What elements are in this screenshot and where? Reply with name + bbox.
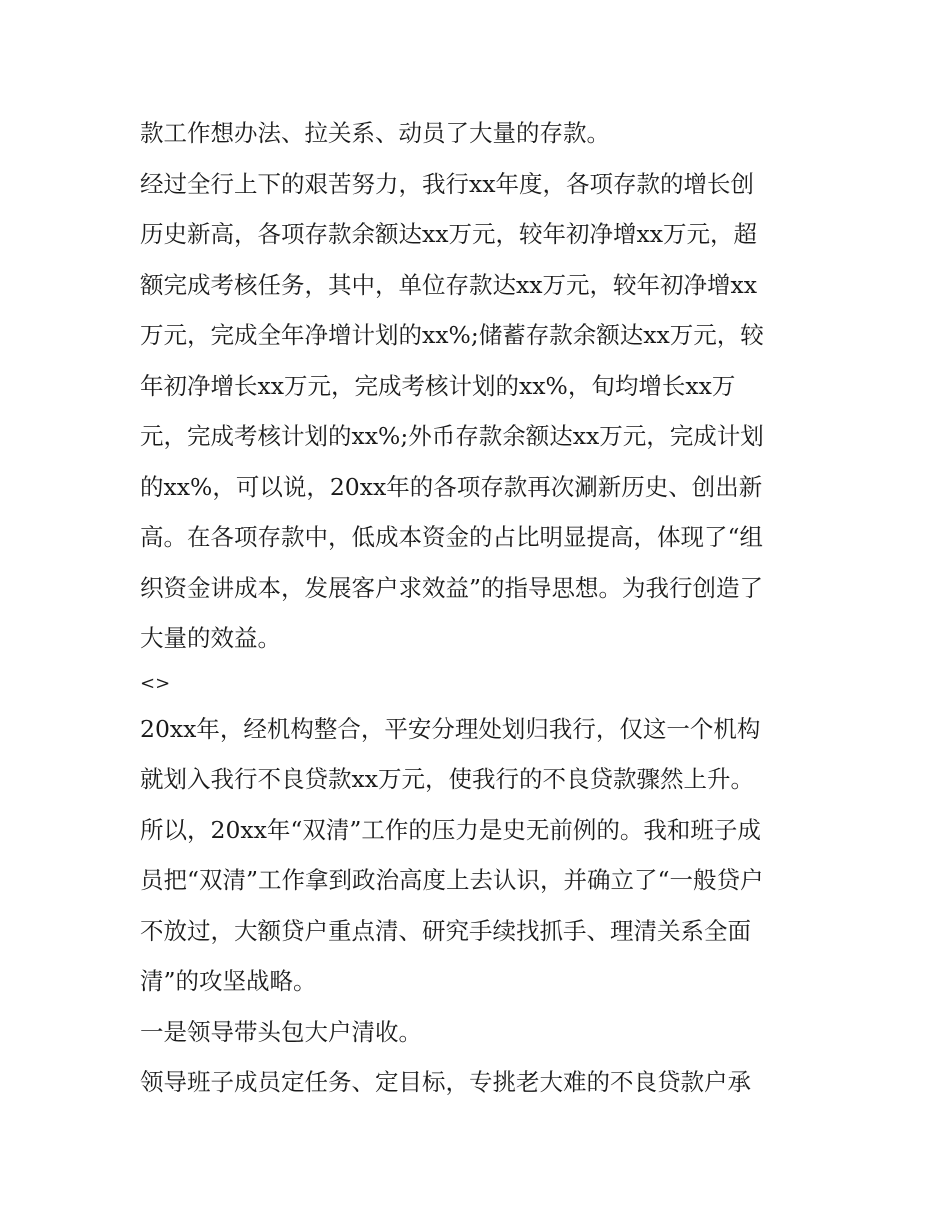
text-line: 经过全行上下的艰苦努力，我行xx年度，各项存款的增长创 bbox=[140, 169, 755, 198]
text-line: 款工作想办法、拉关系、动员了大量的存款。 bbox=[140, 119, 610, 147]
document-body bbox=[140, 108, 810, 1108]
text-line: 员把“双清”工作拿到政治高度上去认识，并确立了“一般贷户 bbox=[140, 866, 764, 894]
text-line: 20xx年，经机构整合，平安分理处划归我行，仅这一个机构 bbox=[140, 714, 761, 743]
text-line: 元，完成考核计划的xx%;外币存款余额达xx万元，完成计划 bbox=[140, 422, 764, 450]
section-marker: <> bbox=[140, 672, 171, 694]
text-line: 年初净增长xx万元，完成考核计划的xx%，旬均增长xx万 bbox=[140, 371, 736, 400]
text-line: 大量的效益。 bbox=[140, 624, 281, 652]
text-line: 不放过，大额贷户重点清、研究手续找抓手、理清关系全面 bbox=[140, 916, 751, 945]
text-line: 额完成考核任务，其中，单位存款达xx万元，较年初净增xx bbox=[140, 270, 758, 299]
text-line: 织资金讲成本，发展客户求效益”的指导思想。为我行创造了 bbox=[140, 573, 764, 602]
text-line: 的xx%，可以说，20xx年的各项存款再次涮新历史、创出新 bbox=[140, 472, 763, 501]
text-line: 历史新高，各项存款余额达xx万元，较年初净增xx万元，超 bbox=[140, 220, 758, 248]
text-line: 一是领导带头包大户清收。 bbox=[140, 1017, 422, 1046]
text-line: 清”的攻坚战略。 bbox=[140, 967, 317, 995]
text-line: 所以，20xx年“双清”工作的压力是史无前例的。我和班子成 bbox=[140, 815, 761, 844]
text-line: 高。在各项存款中，低成本资金的占比明显提高，体现了“组 bbox=[140, 523, 764, 551]
text-line: 就划入我行不良贷款xx万元，使我行的不良贷款骤然上升。 bbox=[140, 765, 755, 793]
text-line: 万元，完成全年净增计划的xx%;储蓄存款余额达xx万元，较 bbox=[140, 321, 764, 349]
text-line: 领导班子成员定任务、定目标，专挑老大难的不良贷款户承 bbox=[140, 1068, 751, 1096]
